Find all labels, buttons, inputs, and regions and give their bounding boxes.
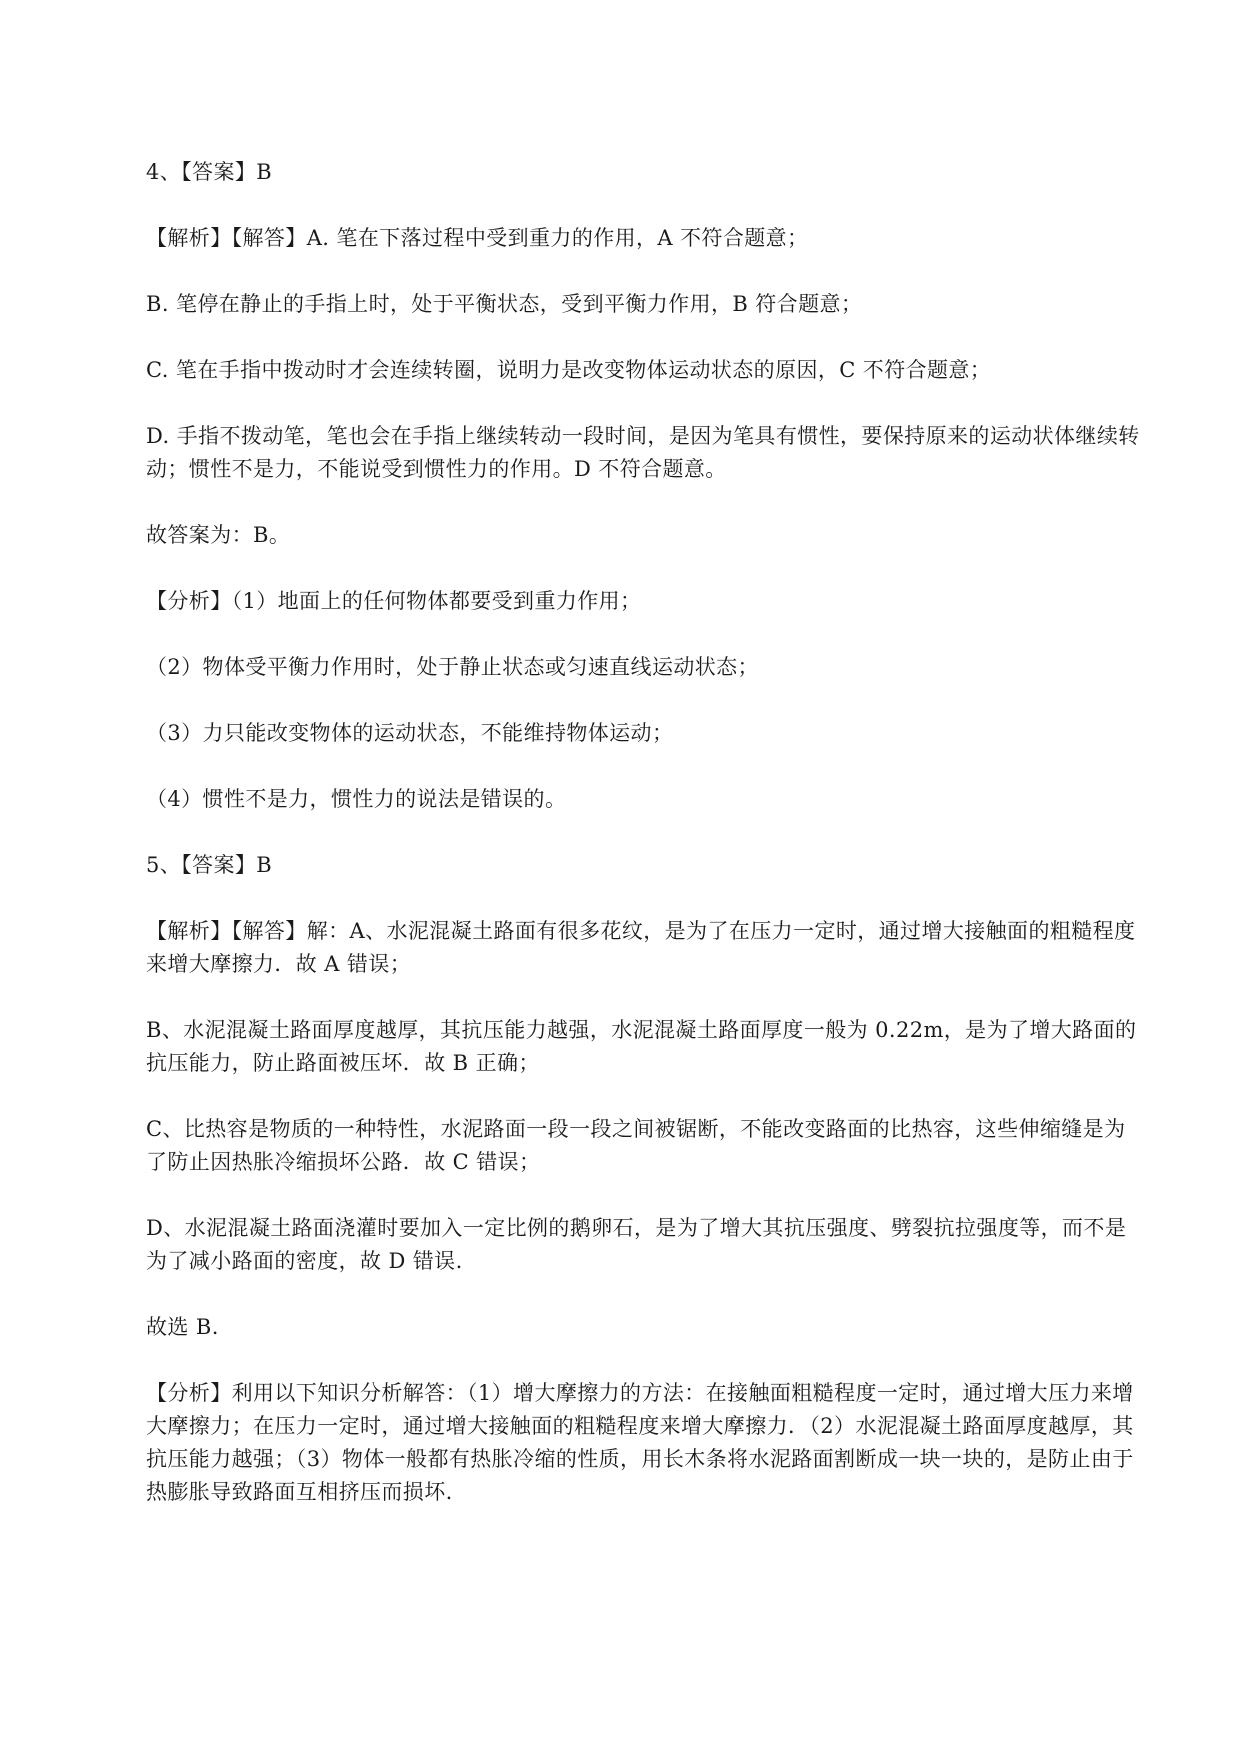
- q4-analysis-3: （3）力只能改变物体的运动状态，不能维持物体运动；: [146, 721, 674, 745]
- q4-analysis-a: 【解析】【解答】A. 笔在下落过程中受到重力的作用，A 不符合题意；: [146, 226, 809, 250]
- q5-option-c: C、比热容是物质的一种特性，水泥路面一段一段之间被锯断，不能改变路面的比热容，这些伸缩缝是为了防止因热胀冷缩损坏公路．故 C 错误；: [146, 1117, 1126, 1174]
- q4-analysis-2: （2）物体受平衡力作用时，处于静止状态或匀速直线运动状态；: [146, 655, 759, 679]
- q5-option-b: B、水泥混凝土路面厚度越厚，其抗压能力越强，水泥混凝土路面厚度一般为 0.22m，是为了增大路面的抗压能力，防止路面被压坏．故 B 正确；: [146, 1018, 1137, 1075]
- q5-option-d: D、水泥混凝土路面浇灌时要加入一定比例的鹅卵石，是为了增大其抗压强度、劈裂抗拉强度等，而不是为了减小路面的密度，故 D 错误.: [146, 1216, 1127, 1273]
- q4-option-b: B. 笔停在静止的手指上时，处于平衡状态，受到平衡力作用，B 符合题意；: [146, 292, 863, 316]
- answer-content: [146, 156, 1146, 1542]
- q5-analysis: 【分析】利用以下知识分析解答：（1）增大摩擦力的方法：在接触面粗糙程度一定时，通过增大压力来增大摩擦力；在压力一定时，通过增大接触面的粗糙程度来增大摩擦力．（2）水泥混凝土路面厚度越厚，其抗压能力越强；（3）物体一般都有热胀冷缩的性质，用长木条将水泥路面割断成一块一块的，是防止由于热膨胀导致路面互相挤压而损坏.: [146, 1381, 1134, 1504]
- q5-answer: 5、【答案】B: [146, 853, 273, 877]
- q4-analysis-4: （4）惯性不是力，惯性力的说法是错误的。: [146, 787, 567, 811]
- q4-analysis-1: 【分析】（1）地面上的任何物体都要受到重力作用；: [146, 589, 642, 613]
- q4-option-c: C. 笔在手指中拨动时才会连续转圈，说明力是改变物体运动状态的原因，C 不符合题意；: [146, 358, 992, 382]
- q4-answer: 4、【答案】B: [146, 160, 273, 184]
- q5-analysis-a: 【解析】【解答】解：A、水泥混凝土路面有很多花纹，是为了在压力一定时，通过增大接触面的粗糙程度来增大摩擦力．故 A 错误；: [146, 919, 1136, 976]
- q4-option-d: D. 手指不拨动笔，笔也会在手指上继续转动一段时间，是因为笔具有惯性，要保持原来的运动状体继续转动；惯性不是力，不能说受到惯性力的作用。D 不符合题意。: [146, 424, 1140, 481]
- q4-conclusion: 故答案为：B。: [146, 523, 291, 547]
- q5-conclusion: 故选 B.: [146, 1315, 219, 1339]
